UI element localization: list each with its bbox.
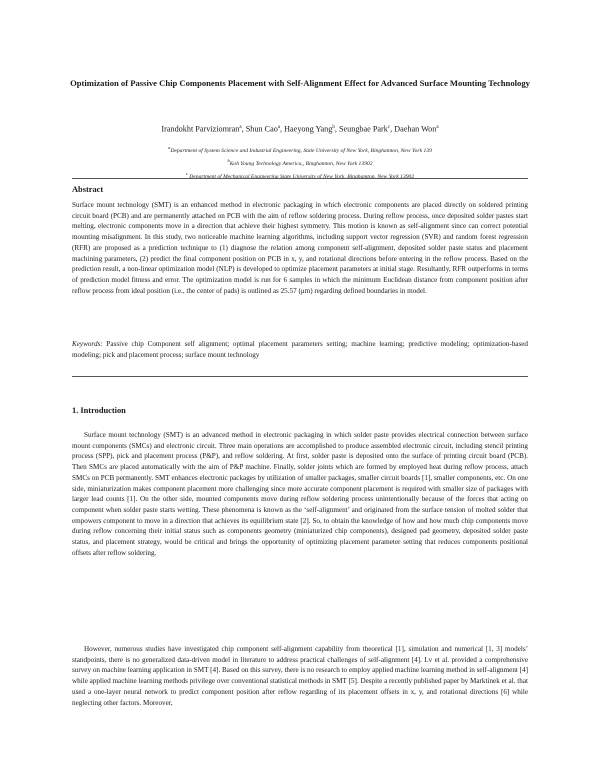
top-divider [72, 178, 528, 179]
author-affiliation-mark: a [436, 125, 439, 130]
affiliation-mark: b [227, 157, 230, 163]
introduction-paragraph: Surface mount technology (SMT) is an advanced method in electronic packaging in which solder paste provides electrical connection between surface mount components (SMCs) and electronic circuit. Three main operations are accomplished to produce assembled electronic circuit, including stencil printing process (SPP), pick and placement process (P&P), and reflow soldering. At first, solder paste is deposited onto the surface of printing circuit board (PCB). Then SMCs are placed automatically with the aim of P&P machine. Finally, solder joints which are formed by employed heat during reflow process, attach SMCs on PCB permanently. SMT enhances electronic packages by utilization of smaller packages, smaller circuit boards [1], smaller components, etc. On one side, miniaturization makes component placement more challenging since more accurate component placement is required with smaller size of packages with larger lead counts [1]. On the other side, mounted components move during reflow soldering process unintentionally because of the forces that acting on component when solder paste starts wetting. These phenomena is known as the ‘self-alignment’ and originated from the surface tension of molted solder that empowers component to move in a direction that achieves its equilibrium state [2]. So, to obtain the knowledge of how and how much chip components move during reflow concerning their initial status such as components geometry (miniaturized chip components), designed pad geometry, deposited solder paste status, and placement strategy, would be critical and brings the opportunity of optimizing placement parameter setting that reduces components positional offsets after reflow soldering. [72, 431, 528, 557]
author-name: Haeyong Yang [284, 124, 333, 134]
affiliation-mark: a [168, 145, 171, 150]
keywords-text: Passive chip Component self alignment; optimal placement parameters setting; machine learning; predictive modeling; optimization-based modeling; pick and placement process; surface mount technology [72, 340, 528, 359]
affiliation-mark: c [185, 170, 188, 176]
abstract-text: Surface mount technology (SMT) is an enhanced method in electronic packaging in which electronic components are placed directly on soldered printing circuit board (PCB) and are permanently attached on PCB with the aim of reflow soldering process. During reflow process, once deposited solder pastes start melting, electronic components move in a direction that achieve their highest symmetry. This motion is known as self-alignment since can correct potential mounting misalignment. In this study, two noticeable machine learning algorithms, including support vector regression (SVR) and random forest regression (RFR) are proposed as a prediction technique to (1) diagnose the relation among component self-alignment, deposited solder paste status and placement machining parameters, (2) predict the final component position on PCB in x, y, and rotational directions before entering in the reflow process. Based on the prediction result, a non-linear optimization model (NLP) is developed to optimize placement parameters at initial stage. Resultantly, RFR outperforms in terms of prediction model fitness and error. The optimization model is run for 6 samples in which the minimum Euclidean distance from component position after reflow process from ideal position (i.e., the center of pads) is outlined as 25.57 (μm) regarding defined boundaries in model. [72, 201, 528, 295]
author-affiliation-mark: c [387, 125, 391, 130]
keywords-label: Keywords: [72, 340, 103, 348]
author-affiliation-mark: b [332, 125, 335, 130]
author-name: Shun Cao [245, 124, 278, 134]
author-name: Seungbae Park [338, 124, 388, 134]
author-name: Irandokht Parviziomran [161, 124, 240, 134]
paper-title: Optimization of Passive Chip Components Placement with Self-Alignment Effect for Advanced Surface Mounting Technology [70, 78, 530, 88]
affiliation-text: Department of Mechanical Engineering State University of New York, Binghamton, New York 13902 [187, 173, 415, 180]
author-affiliation-mark: a [239, 125, 242, 130]
affiliation-line [0, 143, 600, 156]
affiliation-line [0, 156, 600, 169]
affiliation-list [0, 143, 600, 182]
bottom-divider [72, 376, 528, 377]
keywords-block [72, 339, 528, 360]
abstract-heading: Abstract [72, 185, 104, 194]
affiliation-line [0, 169, 600, 182]
introduction-heading: 1. Introduction [72, 406, 126, 415]
affiliation-text: Koh Young Technology America,, Binghamton, New York 13902 [229, 160, 373, 167]
introduction-paragraph: However, numerous studies have investigated chip component self-alignment capability from theoretical [1], simulation and numerical [1, 3] models’ standpoints, there is no generalized data-driven model in literature to address practical challenges of self-alignment [4]. Lv et al. provided a comprehensive survey on machine learning application in SMT [4]. Based on this survey, there is no research to employ applied machine learning method in self-alignment [4] while applied machine learning methods privilege over conventional statistical methods in SMT [5]. Despite a recently published paper by Marktinek et al. that used a one-layer neural network to predict component position after reflow regarding of its placement offsets in x, y, and rotational directions [6] while neglecting other factors. Moreover, [72, 645, 528, 707]
author-name: Daehan Won [394, 124, 437, 134]
author-affiliation-mark: a [277, 125, 281, 130]
author-list: Irandokht Parviziomran$^a$, Shun Cao$^a$, Haeyong Yang$^b$, Seungbae Park$^c$, Daehan Won$^a$ [161, 124, 439, 134]
affiliation-text: Department of System Science and Industrial Engineering, State University of New York, Binghamton, New York 139 [170, 147, 432, 154]
